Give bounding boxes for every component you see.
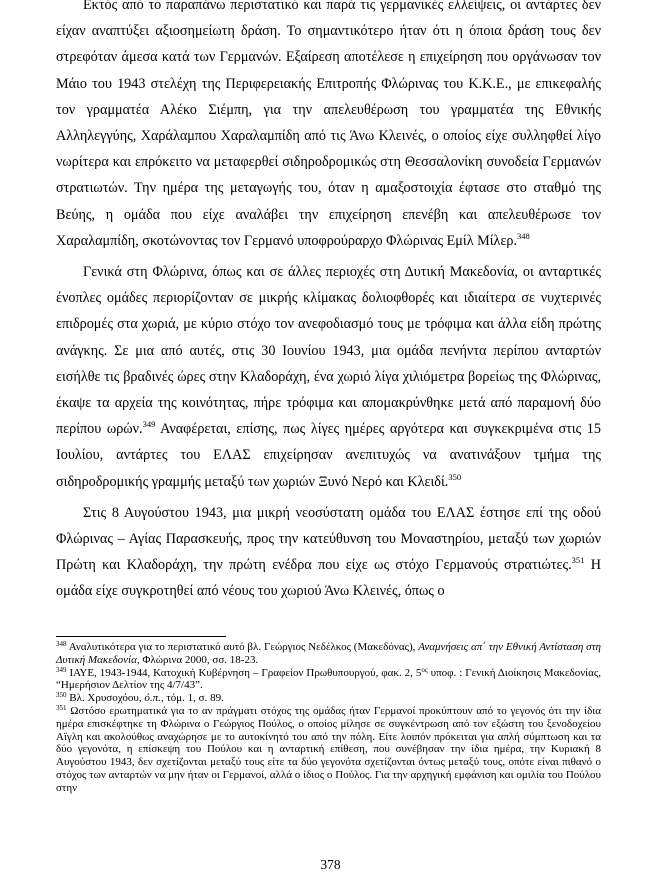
paragraph-1-line: ομάδα που είχε αναλάβει την επιχείρηση επενέβη και απελευθέρωσε τον Χαραλαμπίδη, bbox=[56, 206, 602, 249]
footnote-348-number: 348 bbox=[56, 640, 67, 648]
footnotes bbox=[56, 641, 601, 795]
footnote-349-number: 349 bbox=[56, 665, 67, 674]
paragraph-3-text-a: Στις 8 Αυγούστου 1943, μια μικρή νεοσύστατη ομάδα του ΕΛΑΣ έστησε επί της οδού Φλώρινας – Αγίας Παρασκευής, προς την κατεύθυνση του Μοναστηρίου, μεταξύ των χωριών Πρώτη και Κλαδοράχη, την πρώτη ενέδρα που είχε ως στόχο Γερμανούς στρατιώτες. bbox=[56, 504, 601, 574]
paragraph-1-line: μεταφερθεί σιδηροδρομικώς στη Θεσσαλονίκη συνοδεία Γερμανών στρατιωτών. Την bbox=[56, 154, 602, 197]
paragraph-1-line: Εκτός από το παραπάνω περιστατικό και παρά τις γερμανικές ελλείψεις, οι bbox=[83, 0, 522, 13]
body-text bbox=[56, 0, 601, 605]
paragraph-2-text-a: Γενικά στη Φλώρινα, όπως και σε άλλες περιοχές στη Δυτική Μακεδονία, οι ανταρτικές ένοπλες ομάδες περιορίζονταν σε μικρής κλίμακας δολιοφθορές και ιδιαίτερα σε νυχτερινές επιδρομές στα χωριά, με κύριο στόχο τον ανεφοδιασμό τους με τρόφιμα και άλλα είδη πρώτης ανάγκης. Σε μια από αυτές, στις 30 Ιουνίου 1943, μια ομάδα πενήντα περίπου ανταρτών εισήλθε τις βραδινές ώρες στην Κλαδοράχη, ένα χωριό λίγα χιλιόμετρα βορείως της Φλώρινας, έκαψε τα αρχεία της κοινότητας, πήρε τρόφιμα και απομακρύνθηκε μετά από παραμονή δύο περίπου ωρών. bbox=[56, 264, 601, 438]
paragraph-1-line: σκοτώνοντας τον Γερμανό υποφρούραρχο Φλώρινας Εμίλ Μίλερ. bbox=[142, 232, 518, 249]
paragraph-3 bbox=[56, 500, 601, 605]
footnote-350-op-cit: ό.π. bbox=[144, 692, 161, 705]
footnote-ref-351[interactable]: 351 bbox=[571, 555, 585, 566]
page-number: 378 bbox=[320, 857, 341, 872]
footnote-348-text-b: , Φλώρινα 2000, σσ. 18-23. bbox=[136, 653, 259, 666]
footnote-separator bbox=[56, 636, 226, 637]
footnote-350-text-b: , τόμ. 1, σ. 89. bbox=[160, 692, 224, 705]
footnote-349 bbox=[56, 667, 601, 693]
paragraph-1-line: από τις Άνω Κλεινές, ο οποίος είχε συλληφθεί λίγο νωρίτερα και επρόκειτο να bbox=[56, 128, 601, 171]
footnote-350 bbox=[56, 692, 601, 705]
paragraph-1 bbox=[56, 0, 601, 254]
footnote-348 bbox=[56, 641, 601, 667]
footnote-348-title: Αναμνήσεις απ΄ την Εθνική Αντίσταση στη Δυτική Μακεδονία bbox=[56, 641, 601, 666]
footnote-349-ordinal: ος bbox=[421, 665, 428, 674]
footnote-349-text-a: ΙΑΥΕ, 1943-1944, Κατοχική Κυβέρνηση – Γραφείον Πρωθυπουργού, φακ. 2, 5 bbox=[66, 666, 422, 679]
paragraph-1-line: όποια δράση τους δεν στρεφόταν άμεσα κατά των Γερμανών. Εξαίρεση αποτέλεσε η bbox=[56, 23, 601, 66]
paragraph-2 bbox=[56, 259, 601, 495]
footnote-351 bbox=[56, 705, 601, 795]
footnote-ref-348[interactable]: 348 bbox=[517, 230, 530, 241]
footnote-350-number: 350 bbox=[56, 691, 67, 700]
footnote-349-text-b: υποφ. : Γενική Διοίκησις Μακεδονίας, “Ημερήσιον Δελτίον της 4/7/43”. bbox=[56, 666, 602, 692]
footnote-348-text-a: Αναλυτικότερα για το περιστατικό αυτό βλ. Γεώργιος Νεδέλκος (Μακεδόνας), bbox=[66, 641, 419, 653]
footnote-ref-349[interactable]: 349 bbox=[142, 419, 156, 430]
paragraph-2-text-b: Αναφέρεται, επίσης, πως λίγες ημέρες αργότερα και συγκεκριμένα στις 15 Ιουλίου, αντάρτες του ΕΛΑΣ επιχείρησαν ανεπιτυχώς να ανατινάξουν τμήμα της σιδηροδρομικής γραμμής μεταξύ των χωριών Ξυνό Νερό και Κλειδί. bbox=[56, 421, 601, 490]
paragraph-1-line: απελευθέρωση του γραμματέα της Εθνικής Αλληλεγγύης, Χαράλαμπου Χαραλαμπίδη bbox=[56, 101, 601, 145]
paragraph-1-line: ημέρα της μεταγωγής του, όταν η αμαξοστοιχία έφτασε στο σταθμό της Βεύης, η bbox=[56, 180, 602, 223]
paragraph-1-line: αντάρτες δεν είχαν αναπτύξει αξιοσημείωτη δράση. Το σημαντικότερο ήταν ότι η bbox=[56, 0, 601, 40]
footnote-351-number: 351 bbox=[56, 703, 67, 712]
footnote-351-text: Ωστόσο ερωτηματικά για το αν πράγματι στόχος της ομάδας ήταν Γερμανοί προκύπτουν από το γεγονός ότι την ίδια ημέρα επισκέφτηκε τη Φλώρινα ο Γεώργιος Πούλος, ο οποίος μίλησε σε συγκέντρωση από τον εξώστη του ξενοδοχείου Αϊγλη και ακολούθως αναχώρησε με το αυτοκίνητό του από την πόλη. Είτε λοιπόν πρόκειται για απλή σύμπτωση και τα δύο γεγονότα, η επίσκεψη του Πούλου και η ανταρτική επίθεση, που συνέβησαν την ίδια ημέρα, την Κυριακή 8 Αυγούστου 1943, δεν σχετίζονται μεταξύ τους είτε τα δύο γεγονότα σχετίζονται όντως μεταξύ τους, οπότε είναι πιθανό ο στόχος των ανταρτών να μην ήταν οι Γερμανοί, αλλά ο ίδιος ο Πούλος. Για την αρχηγική εμφάνιση και ομιλία του Πούλου στην bbox=[56, 704, 601, 794]
paragraph-1-line: επιχείρηση που οργάνωσαν τον Μάιο του 1943 στελέχη της Περιφερειακής Επιτροπής bbox=[56, 49, 601, 92]
paragraph-3-text-b: Η ομάδα είχε συγκροτηθεί από νέους του χωριού Άνω Κλεινές, όπως ο bbox=[56, 557, 601, 600]
footnote-ref-350[interactable]: 350 bbox=[448, 471, 462, 482]
paragraph-1-line: Φλώρινας του Κ.Κ.Ε., με επικεφαλής τον γραμματέα Αλέκο Σιέμπη, για την bbox=[56, 75, 602, 118]
footnote-350-text-a: Βλ. Χρυσοχόου, bbox=[66, 692, 145, 705]
